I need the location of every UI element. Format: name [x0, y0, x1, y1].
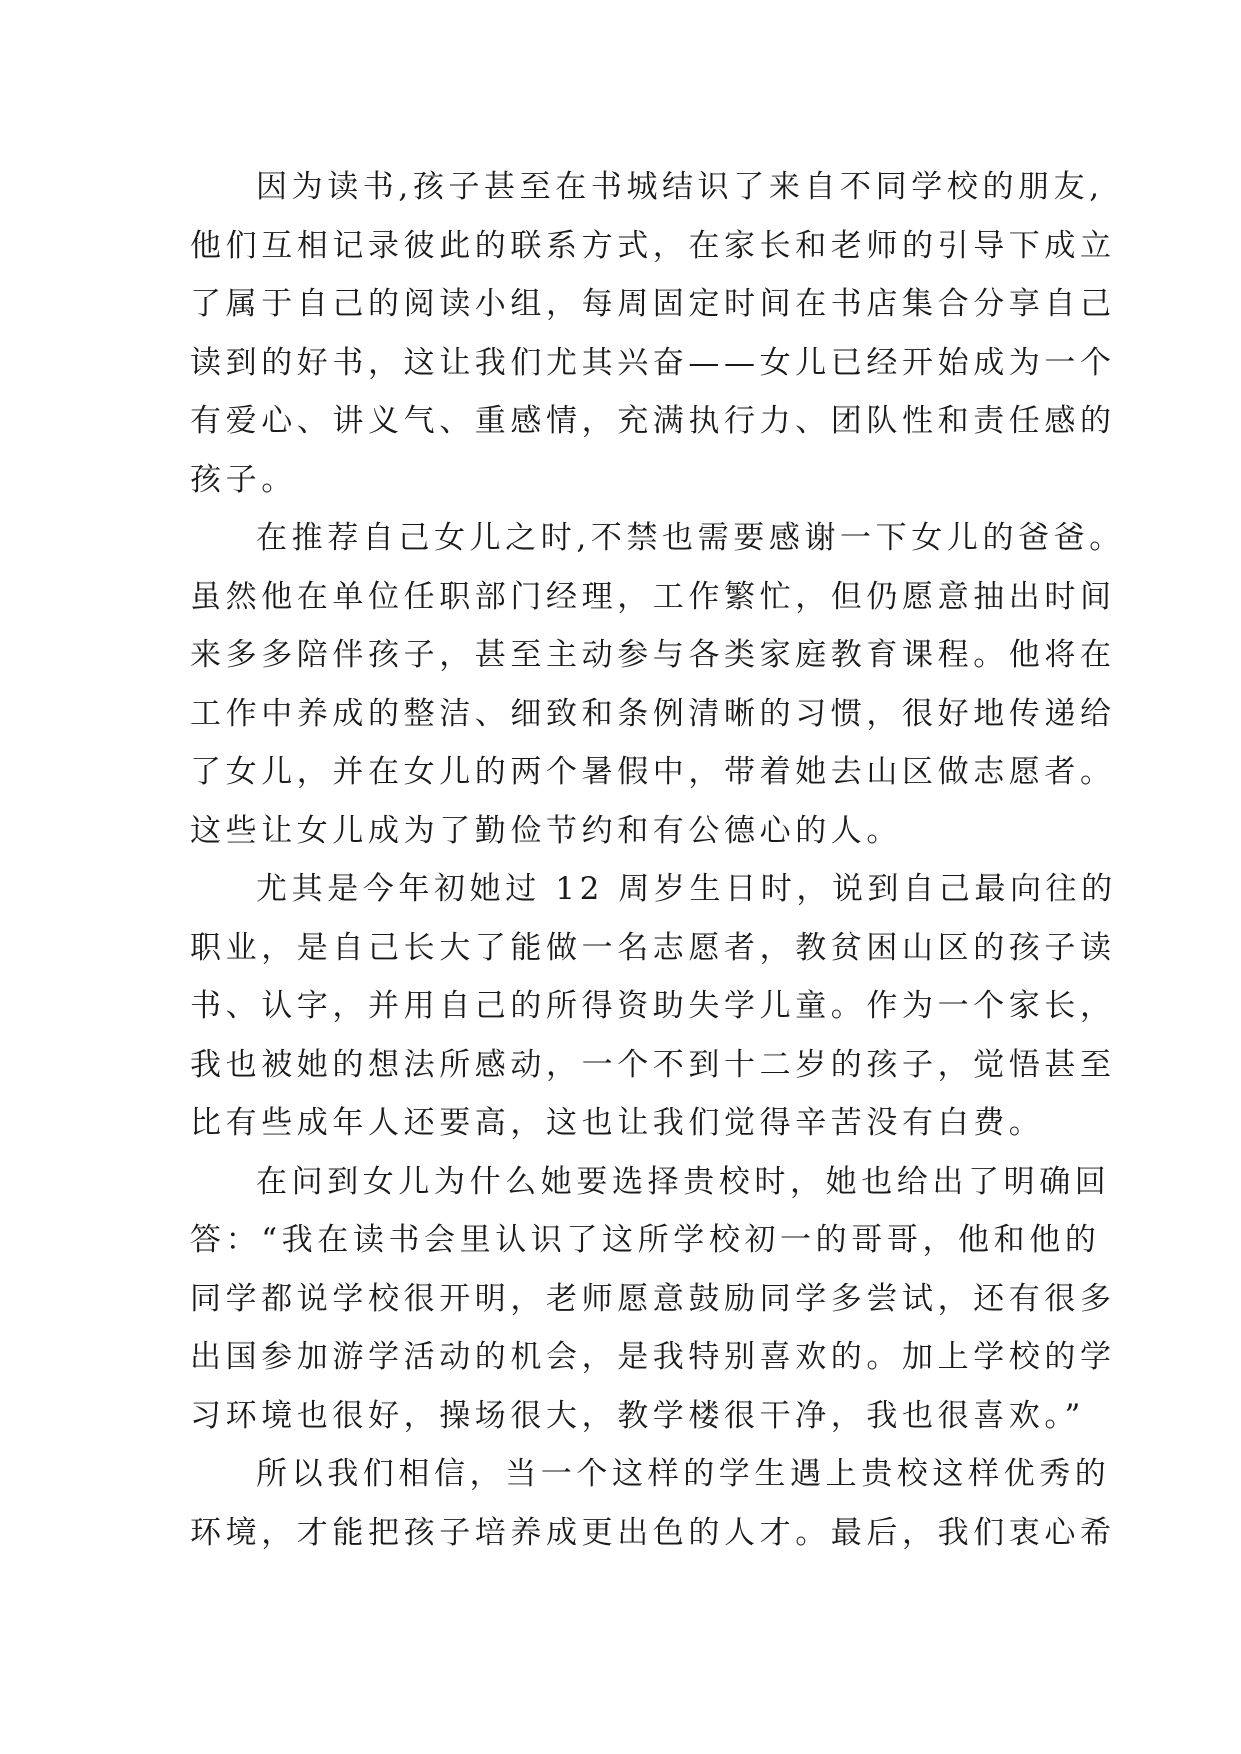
paragraph-closing: [190, 1445, 1116, 1562]
paragraph-volunteer-dream: [190, 860, 1117, 1153]
paragraph-reading-friends: [190, 158, 1116, 509]
text-line: 比有些成年人还要高，这也让我们觉得辛苦没有白费。: [190, 1105, 1045, 1141]
text-line: 了属于自己的阅读小组，每周固定时间在书店集合分享自己: [190, 286, 1116, 322]
text-line: 读到的好书，这让我们尤其兴奋——女儿已经开始成为一个: [190, 344, 1116, 381]
text-line: 虽然他在单位任职部门经理，工作繁忙，但仍愿意抽出时间: [190, 578, 1116, 615]
text-line: 工作中养成的整洁、细致和条例清晰的习惯，很好地传递给: [190, 695, 1116, 732]
text-line: 了女儿，并在女儿的两个暑假中，带着她去山区做志愿者。: [190, 754, 1116, 790]
text-line: 他们互相记录彼此的联系方式，在家长和老师的引导下成立: [190, 227, 1116, 264]
text-line: 在推荐自己女儿之时,不禁也需要感谢一下女儿的爸爸。: [256, 520, 1125, 556]
text-line: 环境，才能把孩子培养成更出色的人才。最后，我们衷心希: [190, 1514, 1116, 1551]
text-line: 书、认字，并用自己的所得资助失学儿童。作为一个家长，: [190, 988, 1116, 1024]
text-line: 同学都说学校很开明，老师愿意鼓励同学多尝试，还有很多: [190, 1280, 1116, 1317]
text-line: 尤其是今年初她过 12 周岁生日时，说到自己最向往的: [256, 871, 1117, 907]
paragraph-father-thanks: [190, 509, 1125, 860]
text-line: 孩子。: [190, 461, 297, 498]
text-line: 在问到女儿为什么她要选择贵校时，她也给出了明确回: [256, 1163, 1111, 1200]
text-line: 所以我们相信，当一个这样的学生遇上贵校这样优秀的: [256, 1456, 1111, 1492]
paragraph-school-choice: [190, 1153, 1116, 1446]
document-body: [190, 158, 1125, 1562]
text-line: 职业，是自己长大了能做一名志愿者，教贫困山区的孩子读: [190, 929, 1116, 966]
text-line: 有爱心、讲义气、重感情，充满执行力、团队性和责任感的: [190, 403, 1116, 439]
text-line: 答：“我在读书会里认识了这所学校初一的哥哥，他和他的: [190, 1222, 1101, 1258]
text-line: 出国参加游学活动的机会，是我特别喜欢的。加上学校的学: [190, 1339, 1116, 1375]
text-line: 因为读书,孩子甚至在书城结识了来自不同学校的朋友,: [256, 169, 1104, 205]
text-line: 这些让女儿成为了勤俭节约和有公德心的人。: [190, 812, 902, 849]
text-line: 习环境也很好，操场很大，教学楼很干净，我也很喜欢。”: [190, 1397, 1085, 1434]
text-line: 我也被她的想法所感动，一个不到十二岁的孩子，觉悟甚至: [190, 1046, 1116, 1083]
text-line: 来多多陪伴孩子，甚至主动参与各类家庭教育课程。他将在: [190, 637, 1116, 673]
